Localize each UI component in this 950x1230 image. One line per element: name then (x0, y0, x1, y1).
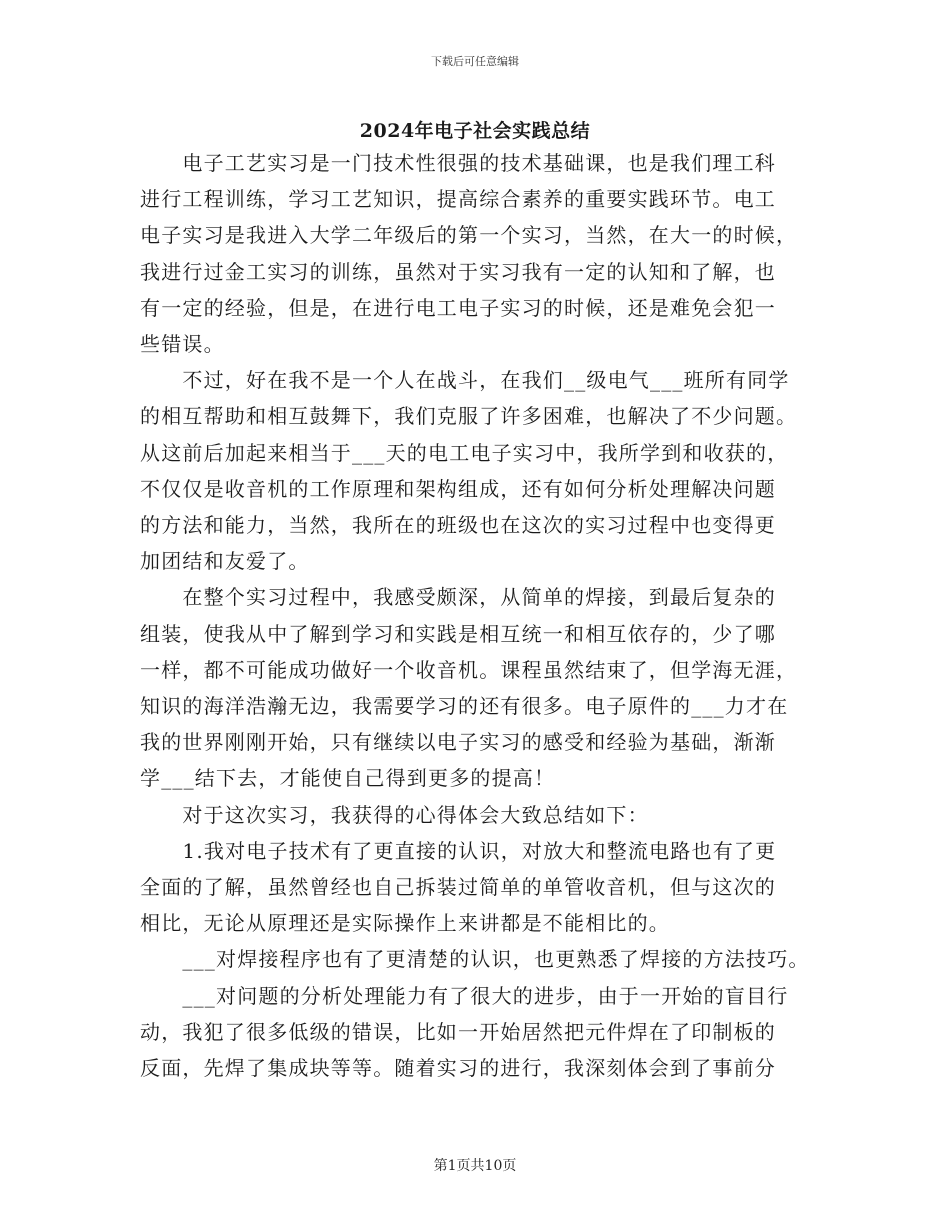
body-line: 动，我犯了很多低级的错误，比如一开始居然把元件焊在了印制板的 (140, 1019, 776, 1044)
body-line: 不仅仅是收音机的工作原理和架构组成，还有如何分析处理解决问题 (140, 476, 776, 501)
body-line: 全面的了解，虽然曾经也自己拆装过简单的单管收音机，但与这次的 (140, 875, 776, 900)
body-line: 电子工艺实习是一门技术性很强的技术基础课，也是我们理工科 (182, 151, 777, 175)
body-line: 对于这次实习，我获得的心得体会大致总结如下： (182, 802, 649, 827)
page-footer: 第1页共10页 (433, 1158, 517, 1174)
body-line: 有一定的经验，但是，在进行电工电子实习的时候，还是难免会犯一 (140, 295, 776, 320)
body-line: 知识的海洋浩瀚无边，我需要学习的还有很多。电子原件的___力才在 (140, 694, 789, 719)
body-line: 一样，都不可能成功做好一个收音机。课程虽然结束了，但学海无涯， (140, 657, 798, 682)
body-line: 我进行过金工实习的训练，虽然对于实习我有一定的认知和了解，也 (140, 259, 776, 284)
body-line: 学___结下去，才能使自己得到更多的提高！ (140, 766, 556, 791)
body-line: 我的世界刚刚开始，只有继续以电子实习的感受和经验为基础，渐渐 (140, 730, 776, 755)
body-line: ___对焊接程序也有了更清楚的认识，也更熟悉了焊接的方法技巧。 (182, 947, 810, 972)
body-line: 组装，使我从中了解到学习和实践是相互统一和相互依存的，少了哪 (140, 621, 776, 646)
body-line: 反面，先焊了集成块等等。随着实习的进行，我深刻体会到了事前分 (140, 1056, 776, 1081)
body-line: 从这前后加起来相当于___天的电工电子实习中，我所学到和收获的， (140, 440, 789, 465)
header-note: 下载后可任意编辑 (431, 55, 519, 68)
body-line: 进行工程训练，学习工艺知识，提高综合素养的重要实践环节。电工 (140, 187, 776, 212)
body-line: 些错误。 (140, 332, 225, 357)
body-line: 相比，无论从原理还是实际操作上来讲都是不能相比的。 (140, 911, 670, 936)
body-line: 加团结和友爱了。 (140, 549, 310, 574)
body-line: 的相互帮助和相互鼓舞下，我们克服了许多困难，也解决了不少问题。 (140, 404, 798, 429)
body-line: 在整个实习过程中，我感受颇深，从简单的焊接，到最后复杂的 (182, 585, 777, 610)
document-body (140, 145, 820, 1086)
body-line: 1.我对电子技术有了更直接的认识，对放大和整流电路也有了更 (182, 838, 777, 863)
body-line: 不过，好在我不是一个人在战斗，在我们__级电气___班所有同学 (182, 368, 790, 393)
body-line: 电子实习是我进入大学二年级后的第一个实习，当然，在大一的时候， (140, 223, 798, 248)
document-title: 2024年电子社会实践总结 (359, 120, 591, 142)
body-line: 的方法和能力，当然，我所在的班级也在这次的实习过程中也变得更 (140, 513, 776, 538)
body-line: ___对问题的分析处理能力有了很大的进步，由于一开始的盲目行 (182, 983, 789, 1008)
